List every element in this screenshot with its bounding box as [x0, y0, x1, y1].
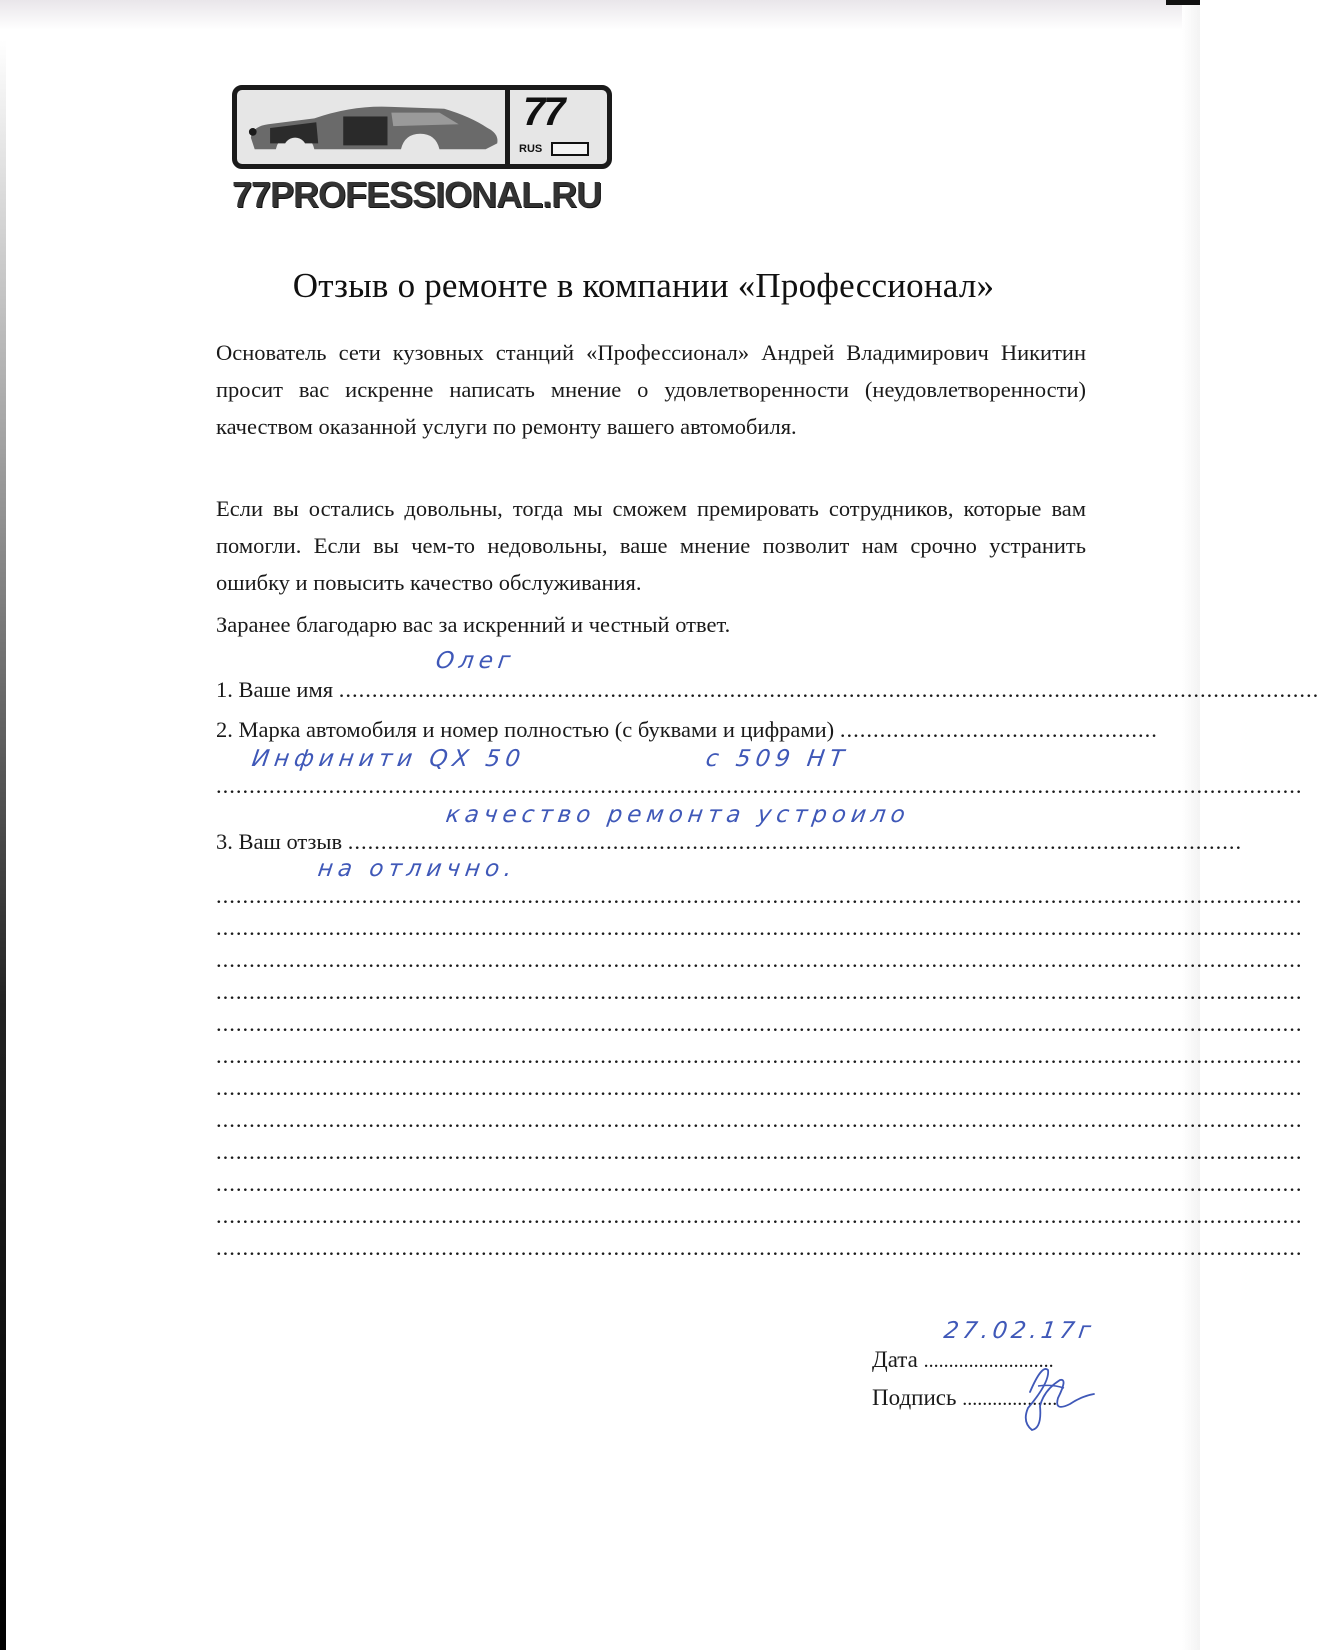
dotted-leader: ................................................: [839, 717, 1158, 742]
company-logo: [232, 85, 614, 220]
date-value[interactable]: 27.02.17г: [942, 1318, 1097, 1344]
dotted-leader: ..........................: [923, 1350, 1054, 1372]
logo-region-block: [515, 90, 607, 164]
review-line[interactable]: [216, 1170, 1303, 1198]
review-line: [216, 882, 1303, 910]
review-line[interactable]: [216, 1202, 1303, 1230]
scan-edge-right: [1182, 5, 1200, 1650]
q2-answer-line: [216, 772, 1303, 800]
dotted-leader: ....................................................................................................................................................................: [216, 1203, 1303, 1228]
review-line[interactable]: [216, 914, 1303, 942]
dotted-leader: ....................................................................................................................................................................: [216, 979, 1303, 1004]
q3-answer-line2[interactable]: на отлично.: [316, 856, 519, 882]
q2-label: 2. Марка автомобиля и номер полностью (с буквами и цифрами): [216, 717, 835, 742]
scan-shadow-top: [0, 0, 1200, 30]
signature-label: Подпись: [872, 1385, 957, 1410]
dotted-leader: ....................................................................................................................................................................: [216, 1107, 1303, 1132]
q2-line: [216, 716, 1158, 744]
review-line[interactable]: [216, 1010, 1303, 1038]
q2-answer-car[interactable]: Инфинити QX 50: [250, 746, 527, 772]
logo-license-plate: [232, 85, 612, 169]
dotted-leader: ...................: [962, 1388, 1058, 1410]
handwritten-signature: [1008, 1362, 1098, 1436]
review-line[interactable]: [216, 1138, 1303, 1166]
q1-line: [216, 676, 1319, 704]
review-line[interactable]: [216, 1042, 1303, 1070]
car-icon: [247, 98, 502, 160]
logo-region-suffix: RUS: [519, 143, 543, 155]
dotted-leader: .......................................................................................................................................: [347, 829, 1243, 854]
dotted-leader: ....................................................................................................................................................................: [216, 1011, 1303, 1036]
dotted-leader: ....................................................................................................................................................................: [216, 947, 1303, 972]
logo-divider: [505, 90, 510, 164]
dotted-leader: ....................................................................................................................................................................: [216, 1075, 1303, 1100]
dotted-leader: ....................................................................................................................................................................: [216, 1043, 1303, 1068]
q2-answer-plate[interactable]: с 509 НТ: [704, 746, 851, 772]
dotted-leader: ....................................................................................................................................................................: [216, 773, 1303, 798]
dotted-leader: ....................................................................................................................................................................: [216, 883, 1303, 908]
q1-answer-name[interactable]: Олег: [434, 648, 517, 674]
dotted-leader: ....................................................................................................................................................................: [216, 1171, 1303, 1196]
date-label: Дата: [872, 1347, 918, 1372]
flag-icon: [551, 142, 589, 156]
q3-line: [216, 828, 1243, 856]
logo-region-number: 77: [523, 90, 564, 134]
dotted-leader: ....................................................................................................................................................................: [216, 915, 1303, 940]
dotted-leader: ....................................................................................................................................................................: [216, 1235, 1303, 1260]
thanks-paragraph: Заранее благодарю вас за искренний и честный ответ.: [216, 612, 731, 637]
review-line[interactable]: [216, 978, 1303, 1006]
q3-answer-line1[interactable]: качество ремонта устроило: [444, 802, 912, 828]
dotted-leader: ....................................................................................................................................................................: [216, 1139, 1303, 1164]
logo-brand-text: 77PROFESSIONAL.RU: [232, 174, 602, 215]
review-line[interactable]: [216, 1074, 1303, 1102]
review-line[interactable]: [216, 1106, 1303, 1134]
q1-label: 1. Ваше имя: [216, 677, 334, 702]
intro-paragraph: Основатель сети кузовных станций «Профессионал» Андрей Владимирович Никитин просит вас искренне написать мнение о удовлетворенности (неудовлетворенности) качеством оказанной услуги по ремонту вашего автомобиля.: [216, 340, 1086, 439]
review-line[interactable]: [216, 946, 1303, 974]
q3-label: 3. Ваш отзыв: [216, 829, 343, 854]
review-line[interactable]: [216, 1234, 1303, 1262]
dotted-leader: ....................................................................................................................................................: [338, 677, 1319, 702]
document-title: Отзыв о ремонте в компании «Профессионал»: [292, 266, 995, 305]
satisfaction-paragraph: Если вы остались довольны, тогда мы сможем премировать сотрудников, которые вам помогли. Если вы чем-то недовольны, ваше мнение позволит нам срочно устранить ошибку и повысить качество обслуживания.: [216, 496, 1086, 595]
